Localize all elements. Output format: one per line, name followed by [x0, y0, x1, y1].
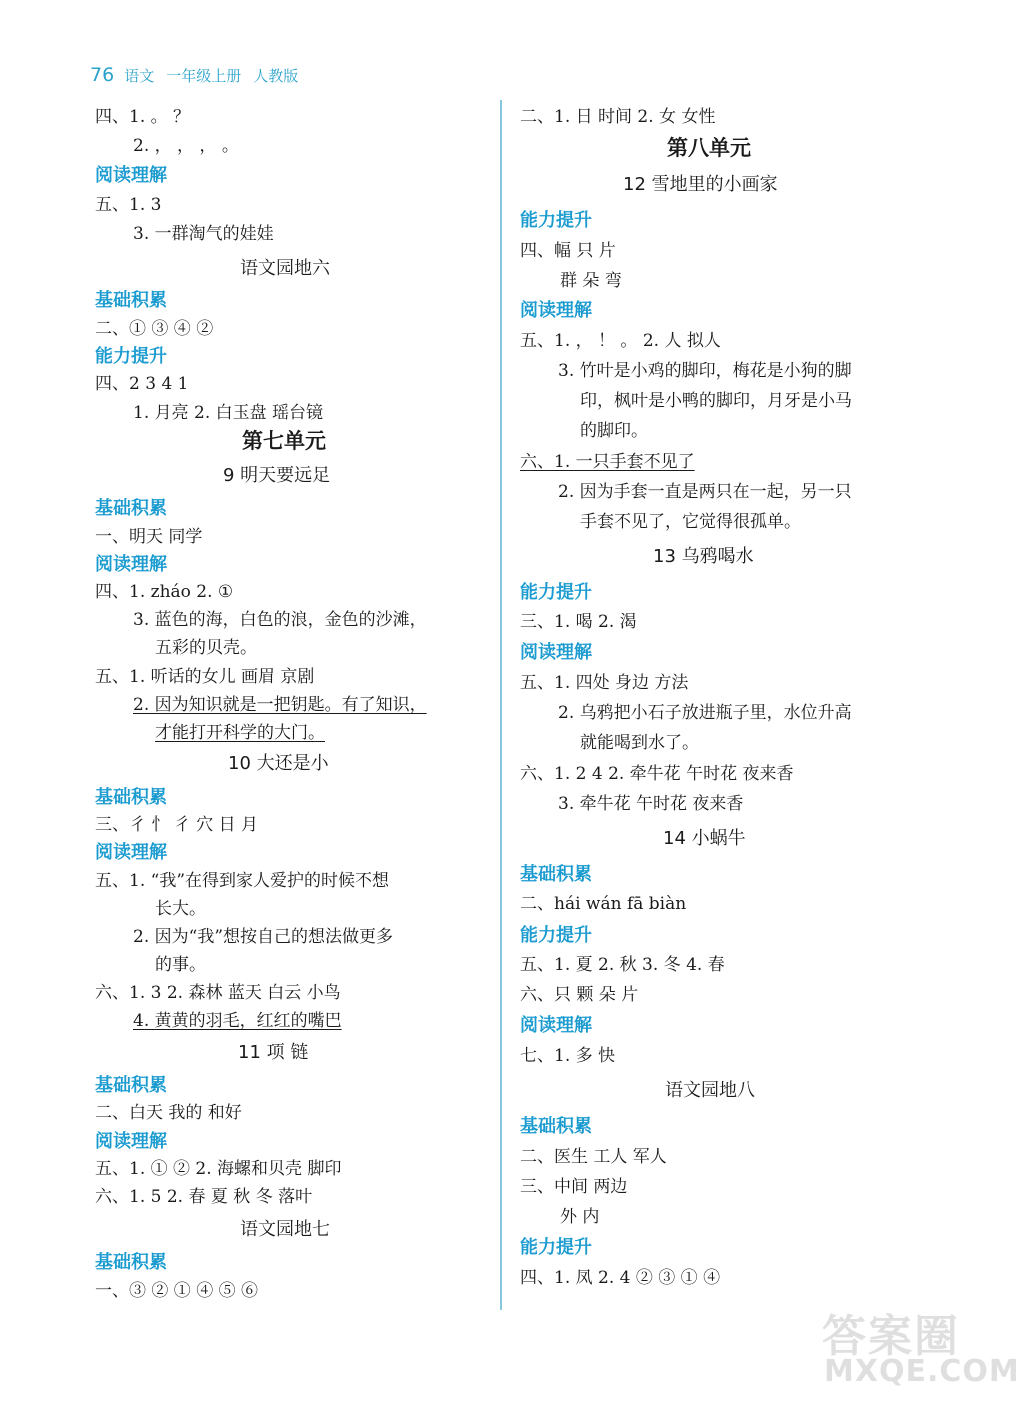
section-heading: 能力提升 — [520, 925, 592, 946]
answer-line: 就能喝到水了。 — [580, 733, 699, 753]
answer-line: 二、白天 我的 和好 — [95, 1103, 242, 1123]
section-heading: 基础积累 — [95, 290, 167, 311]
answer-line: 1. 月亮 2. 白玉盘 瑶台镜 — [133, 403, 324, 423]
answer-line: 群 朵 弯 — [560, 271, 622, 291]
answer-line: 四、2 3 4 1 — [95, 374, 189, 394]
answer-line: 的事。 — [155, 955, 206, 975]
answer-line: 七、1. 多 快 — [520, 1046, 616, 1066]
edition-label: 人教版 — [253, 67, 299, 85]
answer-line: 二、① ③ ④ ② — [95, 319, 214, 339]
section-heading: 能力提升 — [520, 1237, 592, 1258]
answer-line: 2. 因为手套一直是两只在一起，另一只 — [558, 482, 852, 502]
lesson-title: 13 乌鸦喝水 — [653, 546, 754, 567]
answer-line: 一、③ ② ① ④ ⑤ ⑥ — [95, 1281, 259, 1301]
answer-line: 的脚印。 — [580, 421, 648, 441]
section-heading: 能力提升 — [520, 582, 592, 603]
section-heading: 阅读理解 — [95, 554, 167, 575]
answer-line: 2. ， ， ， 。 — [133, 136, 239, 156]
section-heading: 基础积累 — [95, 787, 167, 808]
page-header — [90, 64, 310, 86]
watermark-url: MXQE.COM — [824, 1354, 1020, 1389]
answer-line: 六、1. 一只手套不见了 — [520, 452, 695, 472]
answer-line: 三、彳 忄 彳 穴 日 月 — [95, 815, 259, 835]
lesson-title: 9 明天要远足 — [223, 465, 331, 486]
section-heading: 基础积累 — [520, 864, 592, 885]
section-heading: 基础积累 — [95, 498, 167, 519]
section-heading: 阅读理解 — [520, 1015, 592, 1036]
answer-line: 四、1. zháo 2. ① — [95, 582, 234, 602]
answer-line: 五彩的贝壳。 — [155, 638, 257, 658]
answer-line: 才能打开科学的大门。 — [155, 723, 325, 743]
answer-line: 五、1. 四处 身边 方法 — [520, 673, 689, 693]
answer-line: 五、1. ① ② 2. 海螺和贝壳 脚印 — [95, 1159, 342, 1179]
answer-line: 五、1. “我”在得到家人爱护的时候不想 — [95, 871, 390, 891]
section-heading: 阅读理解 — [95, 842, 167, 863]
answer-line: 印，枫叶是小鸭的脚印，月牙是小马 — [580, 391, 852, 411]
answer-line: 五、1. 3 — [95, 195, 162, 215]
section-heading: 基础积累 — [95, 1075, 167, 1096]
section-heading: 能力提升 — [95, 346, 167, 367]
grade-label: 一年级上册 — [166, 67, 242, 85]
answer-line: 手套不见了，它觉得很孤单。 — [580, 512, 801, 532]
lesson-title: 10 大还是小 — [228, 753, 329, 774]
answer-line: 3. 蓝色的海，白色的浪，金色的沙滩， — [133, 610, 427, 630]
answer-line: 3. 牵牛花 午时花 夜来香 — [558, 794, 744, 814]
unit-title: 第八单元 — [667, 136, 751, 160]
section-heading: 基础积累 — [520, 1116, 592, 1137]
answer-line: 3. 竹叶是小鸡的脚印，梅花是小狗的脚 — [558, 361, 852, 381]
watermark-text: 答案圈 — [822, 1311, 960, 1362]
section-heading: 基础积累 — [95, 1252, 167, 1273]
lesson-title: 语文园地八 — [665, 1080, 755, 1101]
answer-line: 2. 因为知识就是一把钥匙。有了知识， — [133, 695, 427, 715]
answer-line: 二、1. 日 时间 2. 女 女性 — [520, 107, 716, 127]
answer-line: 2. 因为“我”想按自己的想法做更多 — [133, 927, 394, 947]
lesson-title: 语文园地七 — [240, 1219, 330, 1240]
answer-line: 四、1. 。 ？ — [95, 107, 191, 127]
answer-line: 4. 黄黄的羽毛，红红的嘴巴 — [133, 1011, 342, 1031]
section-heading: 阅读理解 — [95, 1131, 167, 1152]
lesson-title: 11 项 链 — [238, 1042, 309, 1063]
answer-line: 六、1. 3 2. 森林 蓝天 白云 小鸟 — [95, 983, 341, 1003]
answer-line: 六、1. 2 4 2. 牵牛花 午时花 夜来香 — [520, 764, 794, 784]
answer-line: 四、幅 只 片 — [520, 241, 616, 261]
answer-line: 五、1. 夏 2. 秋 3. 冬 4. 春 — [520, 955, 725, 975]
section-heading: 阅读理解 — [95, 165, 167, 186]
answer-line: 2. 乌鸦把小石子放进瓶子里，水位升高 — [558, 703, 852, 723]
answer-line: 三、中间 两边 — [520, 1177, 628, 1197]
answer-line: 二、hái wán fā biàn — [520, 894, 687, 914]
answer-line: 外 内 — [560, 1207, 600, 1227]
watermark-logo — [810, 1300, 1020, 1395]
answer-line: 五、1. ， ！ 。 2. 人 拟人 — [520, 331, 721, 351]
unit-title: 第七单元 — [242, 429, 326, 453]
answer-line: 二、医生 工人 军人 — [520, 1147, 667, 1167]
page-number: 76 — [90, 64, 115, 86]
answer-line: 六、1. 5 2. 春 夏 秋 冬 落叶 — [95, 1187, 313, 1207]
answer-line: 3. 一群淘气的娃娃 — [133, 224, 274, 244]
answer-line: 四、1. 凤 2. 4 ② ③ ① ④ — [520, 1268, 721, 1288]
lesson-title: 14 小蜗牛 — [663, 828, 746, 849]
answer-line: 三、1. 喝 2. 渴 — [520, 612, 637, 632]
section-heading: 阅读理解 — [520, 300, 592, 321]
lesson-title: 语文园地六 — [240, 258, 330, 279]
subject-label: 语文 — [124, 67, 155, 85]
answer-line: 一、明天 同学 — [95, 527, 203, 547]
section-heading: 能力提升 — [520, 210, 592, 231]
answer-line: 五、1. 听话的女儿 画眉 京剧 — [95, 667, 315, 687]
column-divider — [500, 100, 502, 1310]
lesson-title: 12 雪地里的小画家 — [623, 174, 778, 195]
answer-line: 长大。 — [155, 899, 206, 919]
section-heading: 阅读理解 — [520, 642, 592, 663]
answer-line: 六、只 颗 朵 片 — [520, 985, 639, 1005]
